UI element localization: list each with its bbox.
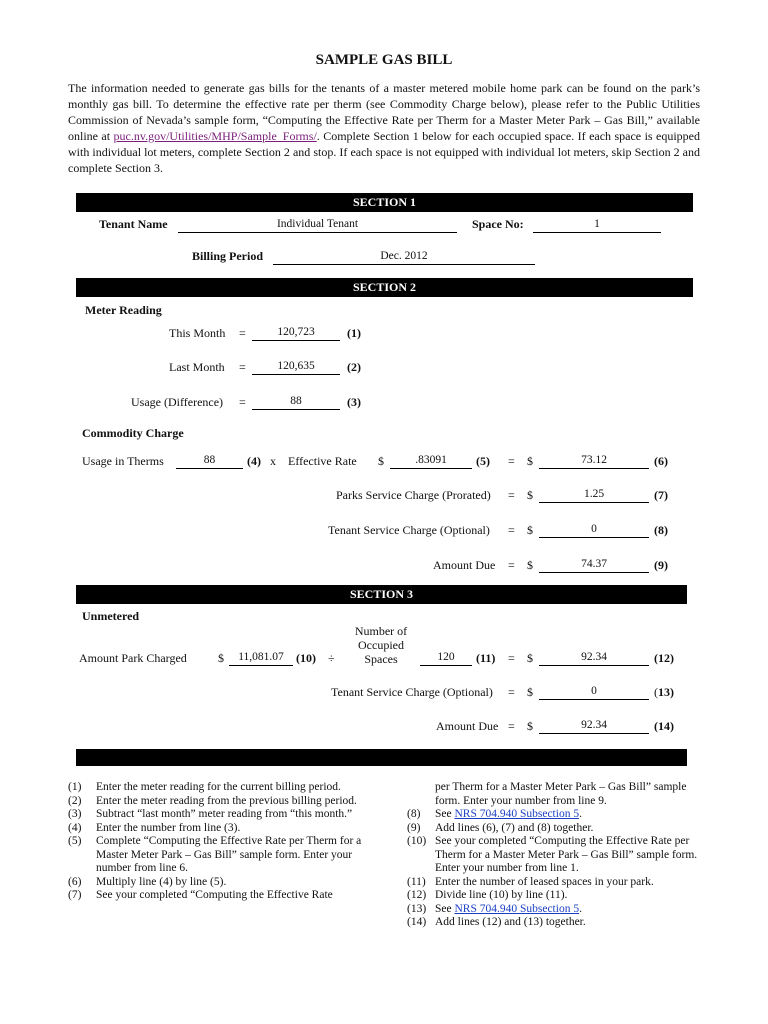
divide-sign: ÷ xyxy=(328,651,335,665)
equals-sign: = xyxy=(508,488,515,502)
note-number: (7) xyxy=(68,889,82,901)
note-number: (9) xyxy=(407,821,421,834)
equals-sign: = xyxy=(239,360,246,374)
line-number: (8) xyxy=(654,523,668,537)
dollar-sign: $ xyxy=(527,454,533,468)
amount-due-field[interactable]: 74.37 xyxy=(539,557,649,573)
commodity-charge-heading: Commodity Charge xyxy=(82,426,184,440)
instructions-divider xyxy=(76,749,687,766)
usage-therms-field[interactable]: 88 xyxy=(176,453,243,469)
last-month-label: Last Month xyxy=(169,360,225,374)
notes-left xyxy=(68,781,368,903)
occupied-spaces-label-1: Number of xyxy=(354,624,408,638)
dollar-sign: $ xyxy=(527,558,533,572)
times-sign: x xyxy=(270,454,276,468)
intro-text: The information needed to generate gas bills for the tenants of a master metered mobile home park can be found on the park’s monthly gas bill. To determine the effective rate per therm (see Commodity Charge below), please refer to the Public Utilities Commission of Nevada’s sample form, “Computing the Effective Rate per Therm for a Master Meter Park – Gas Bill,” available online at xyxy=(68,81,700,143)
note-text: . xyxy=(579,902,582,915)
equals-sign: = xyxy=(508,651,515,665)
note-item xyxy=(407,822,707,836)
dollar-sign: $ xyxy=(527,685,533,699)
note-item xyxy=(407,889,707,903)
equals-sign: = xyxy=(508,685,515,699)
equals-sign: = xyxy=(239,395,246,409)
note-item xyxy=(68,822,368,836)
line-number: (2) xyxy=(347,360,361,374)
note-continuation xyxy=(407,781,707,808)
usage-difference-field[interactable]: 88 xyxy=(252,394,340,410)
line-number: (4) xyxy=(247,454,261,468)
amount-due-label: Amount Due xyxy=(436,719,499,733)
note-item xyxy=(407,916,707,930)
note-item xyxy=(407,903,707,917)
line-number xyxy=(654,685,674,700)
line-6-field[interactable]: 73.12 xyxy=(539,453,649,469)
note-text: Enter the number from line (3). xyxy=(96,821,241,834)
dollar-sign: $ xyxy=(527,523,533,537)
note-number: (6) xyxy=(68,875,82,888)
dollar-sign: $ xyxy=(218,651,224,665)
sample-forms-link[interactable]: puc.nv.gov/Utilities/MHP/Sample_Forms/ xyxy=(113,129,317,143)
note-text: Add lines (12) and (13) together. xyxy=(435,916,586,928)
amount-park-charged-label: Amount Park Charged xyxy=(79,651,187,665)
meter-reading-heading: Meter Reading xyxy=(85,303,162,317)
section-3-header: SECTION 3 xyxy=(76,585,687,604)
note-item xyxy=(407,835,707,876)
amount-park-charged-field[interactable]: 11,081.07 xyxy=(229,650,293,666)
notes-right xyxy=(407,781,707,930)
note-number: (4) xyxy=(68,821,82,834)
note-number: (13) xyxy=(407,902,427,915)
space-no-label: Space No: xyxy=(472,217,524,231)
equals-sign: = xyxy=(239,326,246,340)
tenant-service-charge-label: Tenant Service Charge (Optional) xyxy=(328,523,490,537)
parks-service-charge-field[interactable]: 1.25 xyxy=(539,487,649,503)
unmetered-heading: Unmetered xyxy=(82,609,140,623)
tenant-service-charge-label: Tenant Service Charge (Optional) xyxy=(331,685,493,699)
dollar-sign: $ xyxy=(527,651,533,665)
note-item xyxy=(407,808,707,822)
line-number: (9) xyxy=(654,558,668,572)
dollar-sign: $ xyxy=(527,719,533,733)
line-number: (6) xyxy=(654,454,668,468)
note-number: (11) xyxy=(407,875,426,888)
space-no-field[interactable]: 1 xyxy=(533,217,661,233)
billing-period-label: Billing Period xyxy=(192,249,264,263)
tenant-service-charge-field[interactable]: 0 xyxy=(539,522,649,538)
note-text: See xyxy=(435,902,455,915)
note-item xyxy=(68,808,368,822)
last-month-field[interactable]: 120,635 xyxy=(252,359,340,375)
line-12-field[interactable]: 92.34 xyxy=(539,650,649,666)
tenant-service-charge-field[interactable]: 0 xyxy=(539,684,649,700)
note-text: See your completed “Computing the Effective Rate xyxy=(96,889,333,901)
note-text: Complete “Computing the Effective Rate per Therm for a Master Meter Park – Gas Bill” sample form. Enter your number from line 6. xyxy=(96,835,362,874)
equals-sign: = xyxy=(508,523,515,537)
this-month-field[interactable]: 120,723 xyxy=(252,325,340,341)
note-number: (5) xyxy=(68,835,82,847)
note-text: Multiply line (4) by line (5). xyxy=(96,875,227,888)
occupied-spaces-label-3: Spaces xyxy=(364,652,398,666)
nrs-link[interactable]: NRS 704.940 Subsection 5 xyxy=(454,808,580,820)
note-text: See your completed “Computing the Effective Rate per Therm for a Master Meter Park – Gas Bill” sample form. Enter your number from line 1. xyxy=(435,835,698,874)
section-2-header: SECTION 2 xyxy=(76,278,693,297)
note-number: (14) xyxy=(407,916,427,928)
occupied-spaces-field[interactable]: 120 xyxy=(420,650,472,666)
line-number: (7) xyxy=(654,488,668,502)
billing-period-field[interactable]: Dec. 2012 xyxy=(273,249,535,265)
note-item xyxy=(68,781,368,795)
effective-rate-label: Effective Rate xyxy=(288,454,357,468)
this-month-label: This Month xyxy=(169,326,226,340)
note-item xyxy=(68,889,368,903)
page-title: SAMPLE GAS BILL xyxy=(315,52,453,68)
amount-due-label: Amount Due xyxy=(433,558,496,572)
tenant-name-label: Tenant Name xyxy=(99,217,168,231)
amount-due-field[interactable]: 92.34 xyxy=(539,718,649,734)
usage-difference-label: Usage (Difference) xyxy=(131,395,224,409)
occupied-spaces-label-2: Occupied xyxy=(358,638,404,652)
note-number: (10) xyxy=(407,835,427,847)
note-item xyxy=(68,795,368,809)
note-text: Add lines (6), (7) and (8) together. xyxy=(435,821,594,834)
note-text: See xyxy=(435,808,455,820)
intro-text-end: . Complete Section 1 below for each occupied space. If each space is equipped with individual lot meters, complete Section 2 and stop. If each space is not equipped with individual lot meters, skip Section 2 and complete Section 3. xyxy=(68,129,701,175)
dollar-sign: $ xyxy=(527,488,533,502)
line-number: (14) xyxy=(654,719,674,733)
line-number: (3) xyxy=(347,395,361,409)
effective-rate-field[interactable]: .83091 xyxy=(390,453,472,469)
note-item xyxy=(68,876,368,890)
note-number: (3) xyxy=(68,808,82,820)
equals-sign: = xyxy=(508,719,515,733)
equals-sign: = xyxy=(508,558,515,572)
line-number: (11) xyxy=(476,651,496,665)
note-text: . xyxy=(579,808,582,820)
note-text: Enter the number of leased spaces in your park. xyxy=(435,875,654,888)
note-text: per Therm for a Master Meter Park – Gas Bill” sample form. Enter your number from line 9. xyxy=(435,781,687,807)
note-item xyxy=(407,876,707,890)
note-item xyxy=(68,835,368,876)
line-number: (5) xyxy=(476,454,490,468)
usage-therms-label: Usage in Therms xyxy=(82,454,164,468)
parks-service-charge-label: Parks Service Charge (Prorated) xyxy=(336,488,491,502)
note-text: Subtract “last month” meter reading from “this month.” xyxy=(96,808,353,820)
note-text: Divide line (10) by line (11). xyxy=(435,889,568,901)
note-number: (2) xyxy=(68,794,82,807)
equals-sign: = xyxy=(508,454,515,468)
dollar-sign: $ xyxy=(378,454,384,468)
line-number: (1) xyxy=(347,326,361,340)
section-1-header: SECTION 1 xyxy=(76,193,693,212)
note-text: Enter the meter reading from the previous billing period. xyxy=(96,794,357,807)
tenant-name-field[interactable]: Individual Tenant xyxy=(178,217,457,233)
intro-paragraph xyxy=(68,80,700,176)
note-text: Enter the meter reading for the current billing period. xyxy=(96,781,341,793)
note-number: (8) xyxy=(407,808,421,820)
line-number: (12) xyxy=(654,651,674,665)
nrs-link[interactable]: NRS 704.940 Subsection 5 xyxy=(454,902,580,915)
line-number: (10) xyxy=(296,651,316,665)
paren: ( xyxy=(654,685,658,699)
line-number-13: 13) xyxy=(658,685,674,699)
note-number: (12) xyxy=(407,889,427,901)
note-number: (1) xyxy=(68,781,82,793)
